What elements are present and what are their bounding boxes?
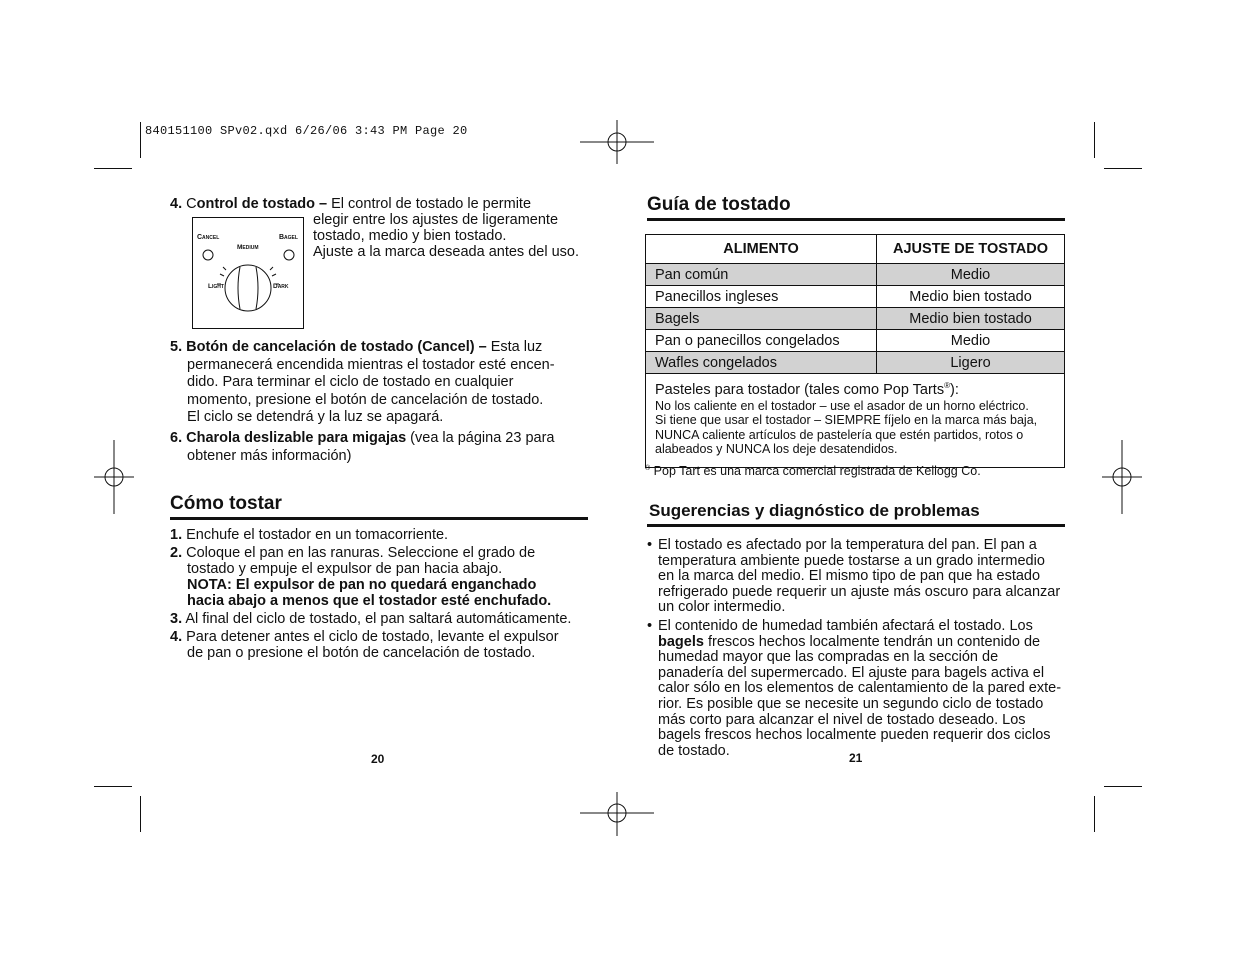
list-item [647, 538, 1077, 616]
guia-heading: Guía de tostado [647, 194, 791, 215]
pastry-line-4: alabeados y NUNCA los deje desatendidos. [655, 442, 898, 457]
table-row [646, 330, 1065, 352]
item-5-line2: permanecerá encendida mientras el tostador esté encen- [187, 356, 555, 373]
item-4-number: 4. [170, 196, 183, 212]
pastry-line-2: Si tiene que usar el tostador – SIEMPRE fíjelo en la marca más baja, [655, 413, 1038, 428]
item-4-text: El control de tostado le permite [331, 196, 532, 212]
table-header-row [646, 235, 1065, 264]
line: calor sólo en los elementos de calentamiento de la pared exte- [658, 680, 1062, 697]
item-6-title: Charola deslizable para migajas [186, 430, 407, 446]
step-2-number: 2. [170, 545, 183, 561]
item-4-line3: tostado, medio y bien tostado. [313, 228, 507, 244]
line: un color intermedio. [658, 599, 786, 616]
footnote-registered-mark: ® [645, 465, 651, 472]
dark-label: Dark [273, 283, 289, 290]
item-5-line5: El ciclo se detendrá y la luz se apagará. [187, 409, 444, 425]
line: rior. Es posible que se necesite un segundo ciclo de tostado [658, 695, 1044, 712]
pastry-line-3: NUNCA caliente artículos de pastelería que estén partidos, rotos o [655, 427, 1024, 442]
step-1-text: Enchufe el tostador en un tomacorriente. [186, 527, 449, 543]
item-6-line2: obtener más información) [187, 447, 352, 464]
heading-rule [170, 517, 588, 520]
como-tostar-heading: Cómo tostar [170, 493, 282, 514]
line: El tostado es afectado por la temperatura del pan. El pan a [658, 537, 1037, 553]
sugerencias-list [647, 538, 1077, 759]
line: frescos hechos localmente tendrán un contenido de [707, 633, 1041, 650]
dial-icon [193, 218, 303, 328]
table-row [646, 308, 1065, 330]
line: más corto para alcanzar el nivel de tostado deseado. Los [658, 711, 1026, 728]
item-6 [170, 430, 590, 465]
item-5-text: Esta luz [490, 339, 543, 355]
setting-cell: Medio bien tostado [877, 286, 1065, 308]
item-5 [170, 339, 590, 427]
control-panel-illustration [192, 217, 304, 329]
step-4-text: Para detener antes el ciclo de tostado, levante el expulsor [186, 629, 559, 645]
item-4-line4: Ajuste a la marca deseada antes del uso. [313, 244, 579, 260]
light-label: Light [208, 283, 224, 290]
item-5-title: Botón de cancelación de tostado (Cancel) – [186, 339, 487, 355]
toasting-guide-table [645, 234, 1065, 468]
sugerencias-heading-rule [647, 524, 1065, 527]
food-cell: Panecillos ingleses [646, 286, 877, 308]
step-2-note: NOTA: El expulsor de pan no quedará enganchado [187, 577, 537, 593]
step-4-line2: de pan o presione el botón de cancelación de tostado. [187, 645, 536, 661]
setting-cell: Medio bien tostado [877, 308, 1065, 330]
food-cell: Bagels [646, 308, 877, 330]
line: temperatura ambiente puede tostarse a un grado intermedio [658, 552, 1045, 569]
pastry-note-row [646, 374, 1065, 468]
line: El contenido de humedad también afectará el tostado. Los [658, 617, 1033, 634]
item-5-number: 5. [170, 339, 183, 355]
item-4-title: ontrol de tostado – [196, 196, 328, 212]
line: en la marca del medio. El mismo tipo de pan que ha estado [658, 568, 1041, 585]
food-cell: Pan común [646, 264, 877, 286]
bagel-label: Bagel [279, 234, 298, 241]
food-cell: Wafles congelados [646, 352, 877, 374]
footnote-text: Pop Tart es una marca comercial registrada de Kellogg Co. [653, 464, 981, 479]
line: panadería del supermercado. El ajuste para bagels activa el [658, 664, 1045, 681]
food-cell: Pan o panecillos congelados [646, 330, 877, 352]
page-number-left: 20 [371, 752, 385, 766]
pastry-title: Pasteles para tostador (tales como Pop Tarts [655, 381, 945, 398]
setting-cell: Medio [877, 330, 1065, 352]
step-3-text: Al final del ciclo de tostado, el pan saltará automáticamente. [185, 611, 572, 627]
bagels-bold: bagels [658, 633, 704, 650]
setting-cell: Medio [877, 264, 1065, 286]
pastry-title-end: ): [949, 381, 959, 398]
table-row [646, 264, 1065, 286]
page-number-right: 21 [849, 751, 863, 765]
item-6-number: 6. [170, 430, 183, 446]
bullet: • [647, 537, 653, 553]
setting-cell: Ligero [877, 352, 1065, 374]
list-item [647, 619, 1077, 759]
line: bagels frescos hechos localmente pueden requerir dos ciclos [658, 727, 1051, 744]
item-5-line3: dido. Para terminar el ciclo de tostado en cualquier [187, 374, 514, 390]
pastry-note-cell [646, 374, 1065, 468]
line: humedad mayor que las compradas en la sección de [658, 649, 999, 666]
item-5-line4: momento, presione el botón de cancelación de tostado. [187, 391, 544, 408]
step-2-text: Coloque el pan en las ranuras. Seleccione el grado de [186, 545, 536, 561]
line: de tostado. [658, 742, 730, 759]
column-header-food: ALIMENTO [646, 235, 877, 264]
table-row [646, 352, 1065, 374]
guia-heading-rule [647, 218, 1065, 221]
step-2-line2: tostado y empuje el expulsor de pan hacia abajo. [187, 561, 503, 577]
table-row [646, 286, 1065, 308]
pastry-line-1: No los caliente en el tostador – use el asador de un horno eléctrico. [655, 398, 1029, 413]
medium-label: Medium [237, 244, 259, 251]
footnote [645, 462, 981, 479]
slug-line: 840151100 SPv02.qxd 6/26/06 3:43 PM Page 20 [145, 124, 468, 138]
item-4-title-prefix: C [186, 196, 197, 212]
bullet: • [647, 617, 653, 634]
item-4-line2: elegir entre los ajustes de ligeramente [313, 212, 559, 228]
step-4-number: 4. [170, 629, 183, 645]
cancel-label: Cancel [197, 234, 220, 241]
item-6-text: (vea la página 23 para [410, 430, 555, 446]
como-tostar-steps [170, 527, 600, 661]
step-1-number: 1. [170, 527, 183, 543]
line: refrigerado puede requerir un ajuste más oscuro para alcanzar [658, 583, 1061, 600]
registered-mark: ® [944, 381, 950, 390]
step-3-number: 3. [170, 611, 183, 627]
step-2-note-line2: hacia abajo a menos que el tostador esté enchufado. [187, 593, 552, 609]
sugerencias-heading: Sugerencias y diagnóstico de problemas [649, 501, 980, 520]
column-header-setting: AJUSTE DE TOSTADO [877, 235, 1065, 264]
